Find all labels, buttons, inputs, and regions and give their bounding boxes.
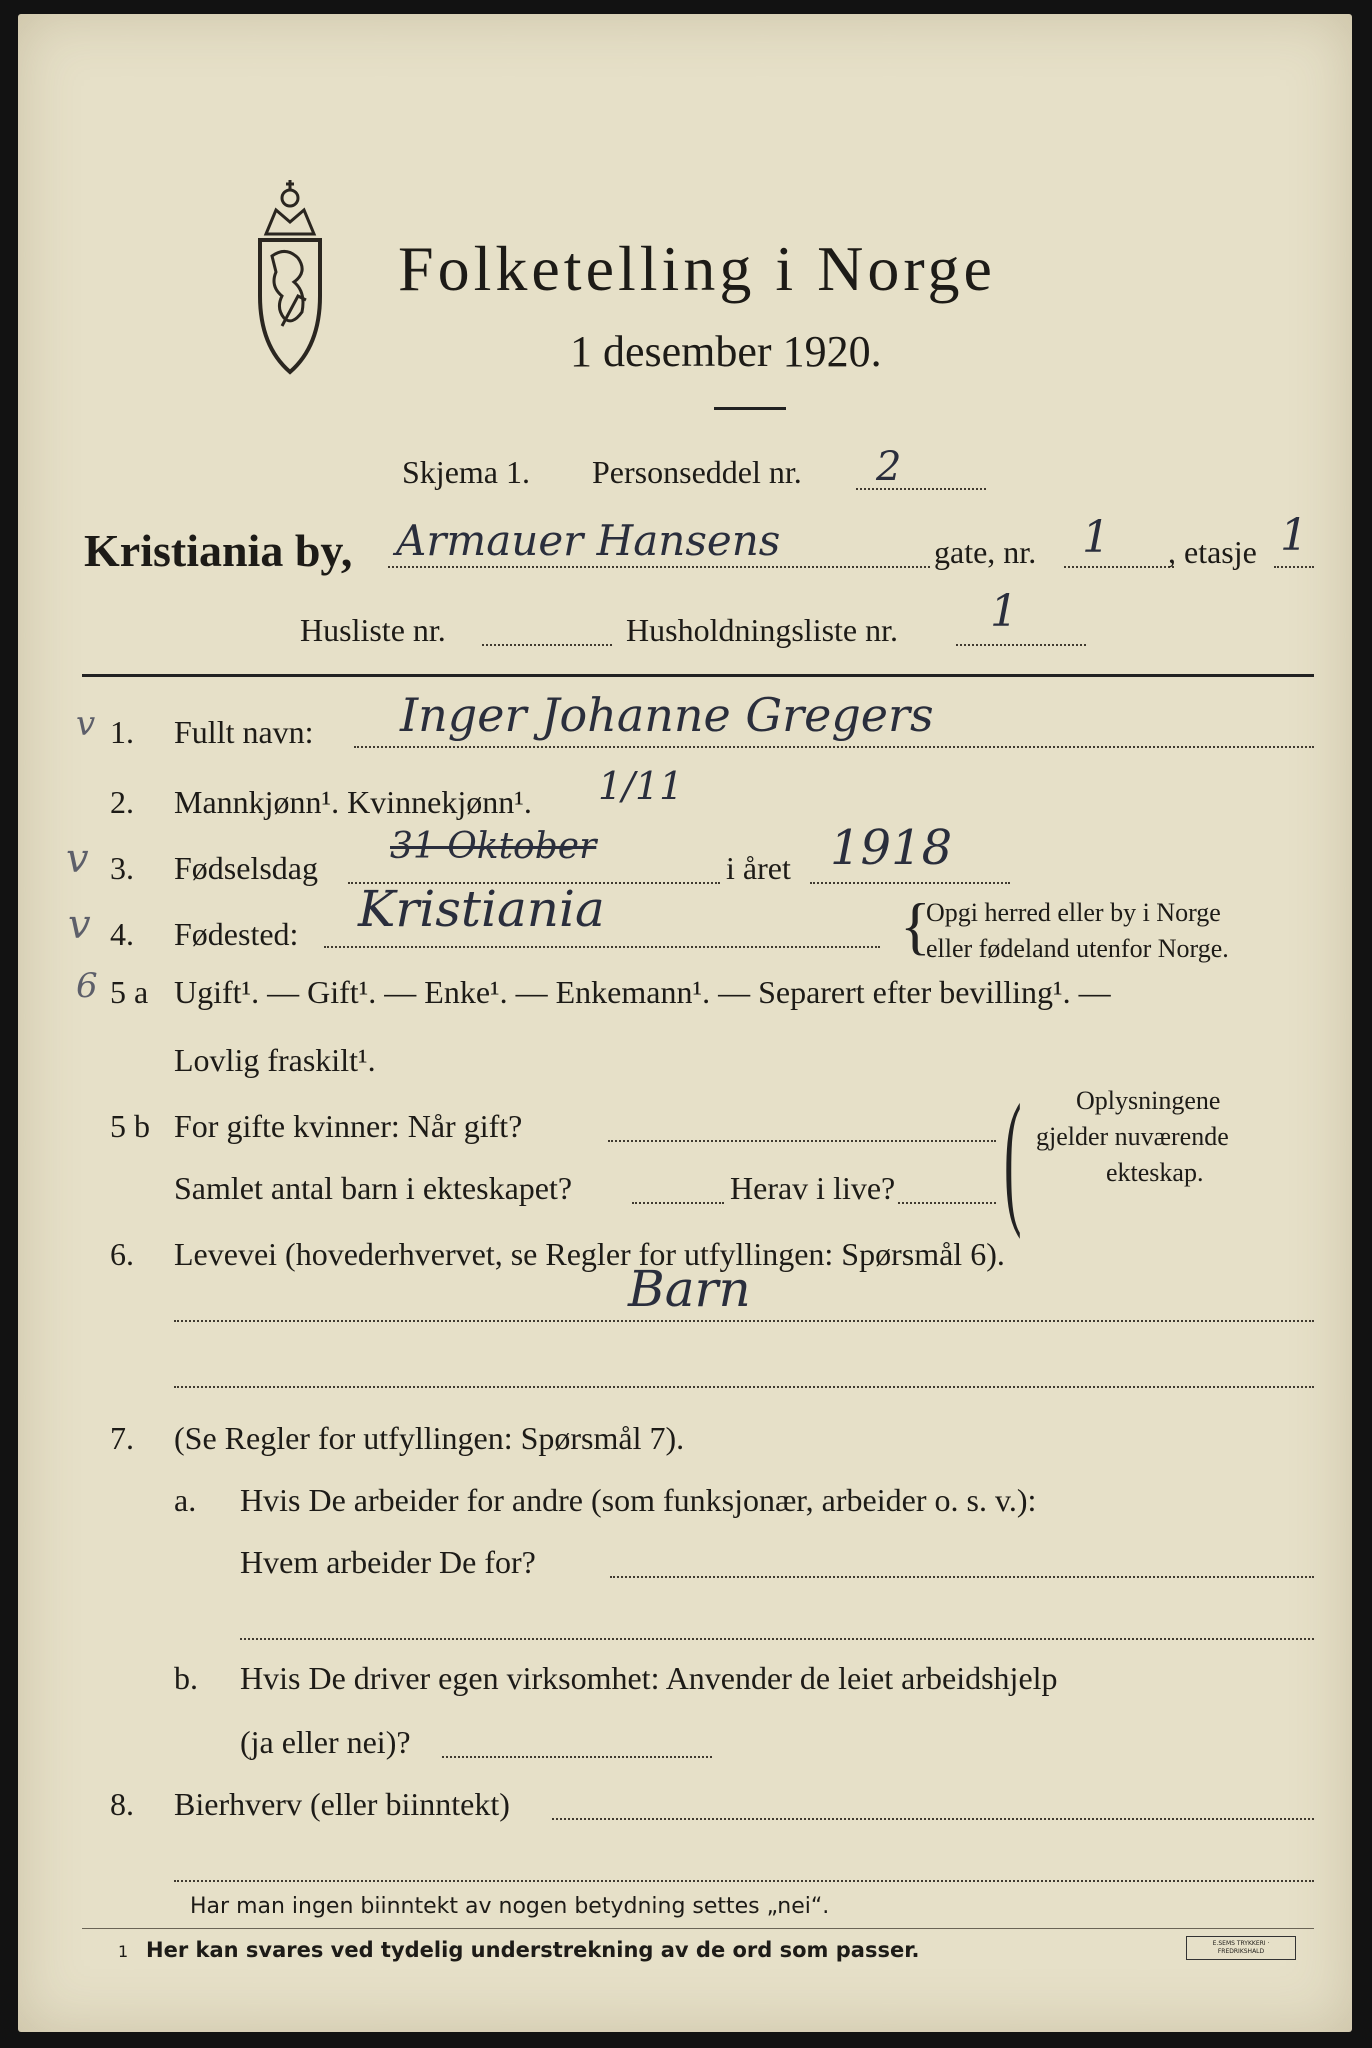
- street-line: [388, 566, 930, 568]
- q3-number: 3.: [110, 850, 134, 886]
- q1-line: [354, 746, 1314, 748]
- q7a-label-2: Hvem arbeider De for?: [240, 1544, 536, 1580]
- etasje-label: , etasje: [1168, 534, 1257, 570]
- city-label: Kristiania by,: [84, 525, 353, 576]
- q4-number: 4.: [110, 916, 134, 952]
- q5a-number: 5 a: [110, 974, 149, 1010]
- q4-note-line-1: Opgi herred eller by i Norge: [926, 898, 1221, 927]
- etasje-line: [1274, 566, 1314, 568]
- husholdning-label: Husholdningsliste nr.: [626, 612, 899, 648]
- q5b-label-3: Herav i live?: [730, 1170, 896, 1206]
- q2-number: 2.: [110, 784, 134, 820]
- header-divider: [82, 674, 1314, 677]
- printer-stamp: E.SEMS TRYKKERI · FREDRIKSHALD: [1186, 1936, 1296, 1960]
- q2-value: 1/11: [598, 764, 684, 808]
- q5a-label-2: Lovlig fraskilt¹.: [174, 1042, 376, 1078]
- q6-number: 6.: [110, 1236, 134, 1272]
- income-note: Har man ingen biinntekt av nogen betydning settes „nei“.: [190, 1894, 830, 1919]
- q4-label: Fødested:: [174, 916, 299, 952]
- footer-divider: [82, 1928, 1314, 1929]
- gate-nr-line: [1064, 566, 1174, 568]
- q1-number: 1.: [110, 714, 134, 750]
- q5b-note-line-1: Oplysningene: [1076, 1086, 1221, 1115]
- footnote-mark: 1: [118, 1942, 129, 1961]
- gate-label: gate, nr.: [934, 534, 1037, 570]
- q6-label: Levevei (hovederhvervet, se Regler for utfyllingen: Spørsmål 6).: [174, 1236, 1005, 1272]
- husliste-label: Husliste nr.: [300, 612, 446, 648]
- q8-line-1: [552, 1818, 1314, 1820]
- margin-mark-q5a: 6: [76, 966, 98, 1006]
- q5a-label: Ugift¹. — Gift¹. — Enke¹. — Enkemann¹. — Separert efter bevilling¹. —: [174, 974, 1111, 1010]
- husholdning-line: [956, 644, 1086, 646]
- q8-number: 8.: [110, 1786, 134, 1822]
- q3-year-value: 1918: [830, 820, 953, 876]
- q5b-note-brace: (: [1004, 1074, 1022, 1240]
- q7-number: 7.: [110, 1420, 134, 1456]
- etasje-value: 1: [1280, 510, 1308, 561]
- schema-label: Skjema 1.: [402, 454, 530, 490]
- q5b-children-line: [632, 1202, 724, 1204]
- q4-note-line-2: eller fødeland utenfor Norge.: [926, 934, 1229, 963]
- q7a-label: Hvis De arbeider for andre (som funksjonær, arbeider o. s. v.):: [240, 1482, 1037, 1518]
- census-form-sheet: [18, 14, 1352, 2032]
- q6-line-2: [174, 1386, 1314, 1388]
- margin-mark-q4: v: [68, 902, 91, 948]
- q7a-employer-line: [610, 1576, 1314, 1578]
- q1-label: Fullt navn:: [174, 714, 314, 750]
- q3-year-label: i året: [726, 850, 791, 886]
- q5b-note-line-3: ekteskap.: [1106, 1158, 1204, 1187]
- personseddel-value: 2: [876, 444, 902, 490]
- q7a-line-2: [240, 1638, 1314, 1640]
- q3-year-line: [810, 882, 1010, 884]
- personseddel-label: Personseddel nr.: [592, 454, 802, 490]
- q7b-label: Hvis De driver egen virksomhet: Anvender de leiet arbeidshjelp: [240, 1660, 1058, 1696]
- husholdning-value: 1: [990, 586, 1018, 637]
- footnote-text: Her kan svares ved tydelig understrekning av de ord som passer.: [146, 1938, 920, 1962]
- q4-value: Kristiania: [358, 880, 605, 938]
- q4-line: [324, 946, 880, 948]
- q5b-married-line: [608, 1140, 996, 1142]
- q5b-alive-line: [898, 1202, 996, 1204]
- norwegian-coat-of-arms-icon: [236, 176, 344, 386]
- q6-value: Barn: [628, 1260, 751, 1318]
- q6-line-1: [174, 1320, 1314, 1322]
- q4-note-brace: {: [900, 890, 931, 961]
- q7b-letter: b.: [174, 1660, 198, 1696]
- title-underline: [714, 407, 786, 410]
- margin-mark-q3: v: [66, 836, 89, 882]
- margin-mark-q1: v: [76, 704, 96, 744]
- q5b-number: 5 b: [110, 1108, 150, 1144]
- q3-label: Fødselsdag: [174, 850, 318, 886]
- q7-label: (Se Regler for utfyllingen: Spørsmål 7).: [174, 1420, 685, 1456]
- q1-value: Inger Johanne Gregers: [400, 688, 934, 742]
- q2-label: Mannkjønn¹. Kvinnekjønn¹.: [174, 784, 532, 820]
- q5b-label-2: Samlet antal barn i ekteskapet?: [174, 1170, 573, 1206]
- gate-nr-value: 1: [1082, 512, 1110, 563]
- street-value: Armauer Hansens: [396, 516, 781, 565]
- q7b-line: [442, 1756, 712, 1758]
- q5b-note-line-2: gjelder nuværende: [1036, 1122, 1229, 1151]
- form-title: Folketelling i Norge: [398, 233, 996, 304]
- q5b-label: For gifte kvinner: Når gift?: [174, 1108, 523, 1144]
- census-date: 1 desember 1920.: [570, 327, 882, 376]
- q8-label: Bierhverv (eller biinntekt): [174, 1786, 510, 1822]
- q3-day-value: 31 Oktober: [390, 826, 597, 867]
- q7a-letter: a.: [174, 1482, 197, 1518]
- q7b-label-2: (ja eller nei)?: [240, 1724, 411, 1760]
- husliste-line: [482, 644, 612, 646]
- q8-line-2: [174, 1880, 1314, 1882]
